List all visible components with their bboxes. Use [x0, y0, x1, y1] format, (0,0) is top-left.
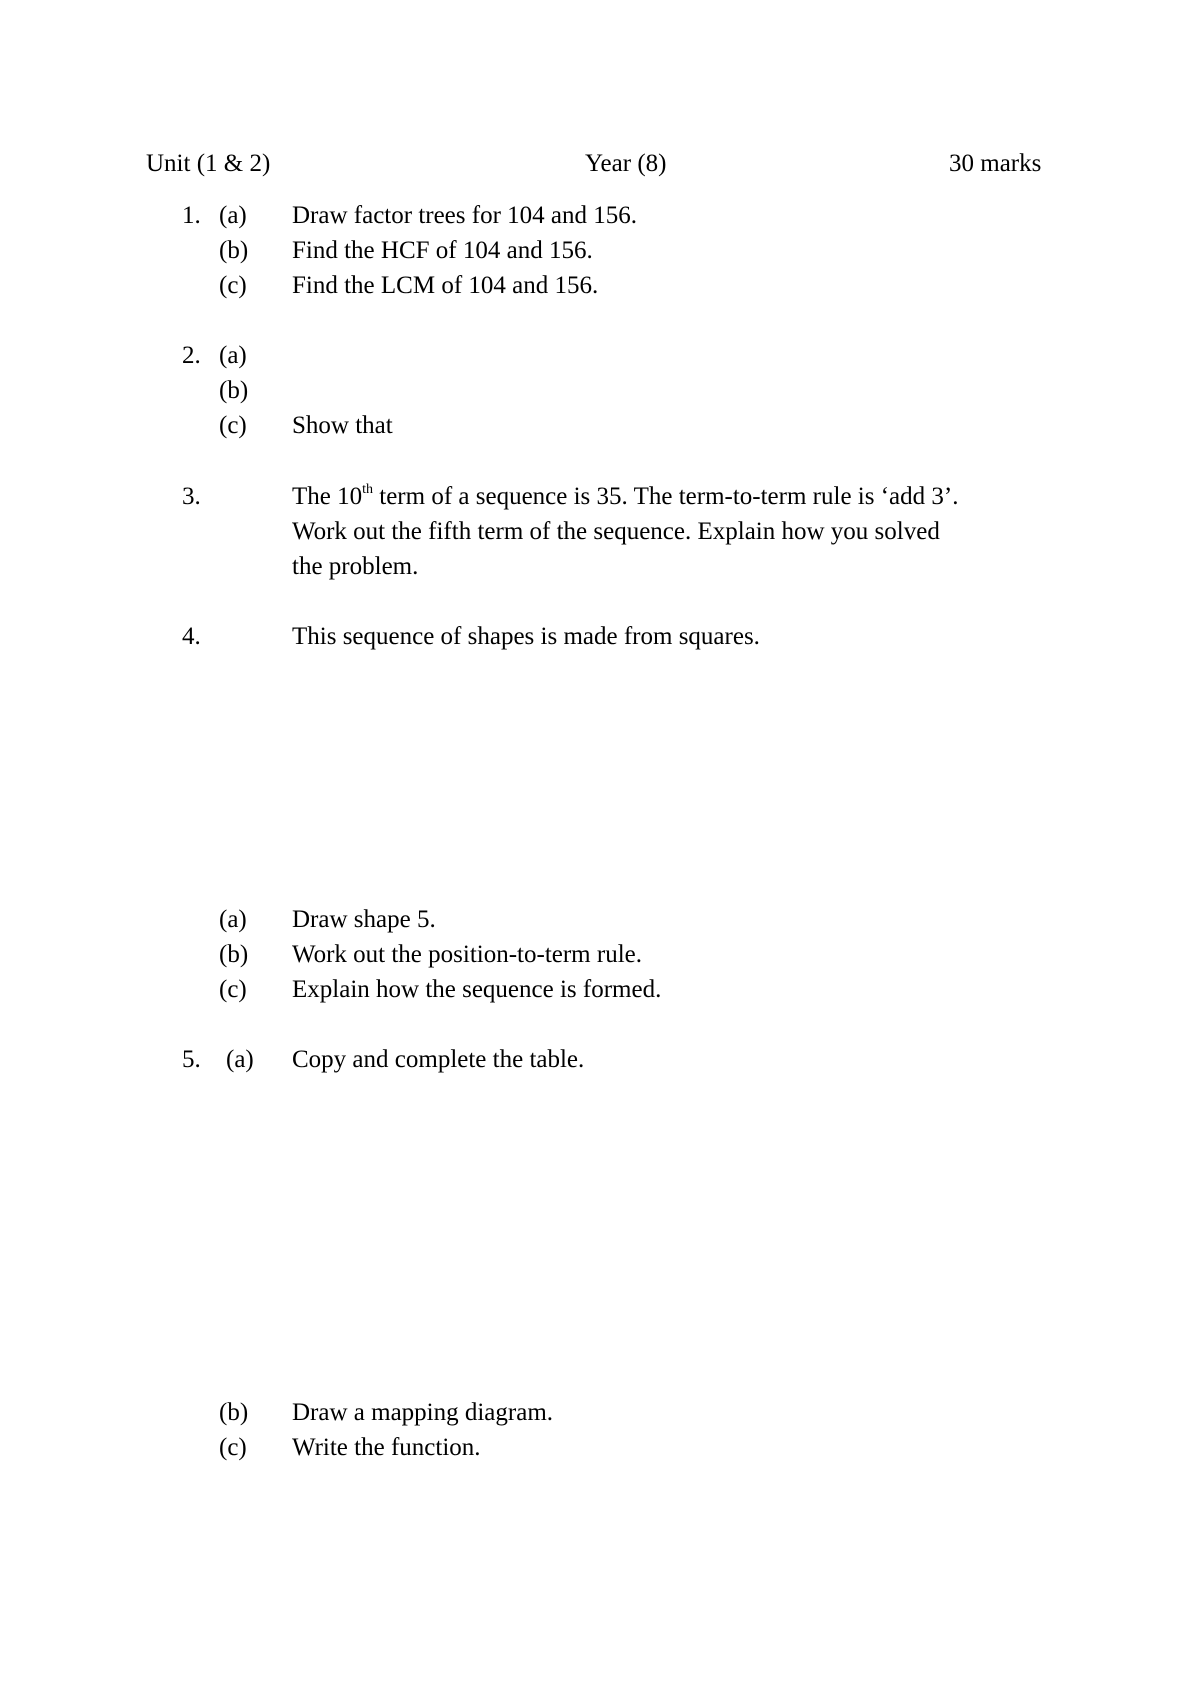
- question-1b-label: (b): [219, 237, 249, 264]
- question-3-line-1-before: The 10: [292, 483, 363, 510]
- question-2c-text: Show that: [292, 412, 393, 439]
- question-5c-text: Write the function.: [292, 1434, 481, 1461]
- question-1c-text: Find the LCM of 104 and 156.: [292, 272, 599, 299]
- question-3-line-2: Work out the fifth term of the sequence. Explain how you solved: [292, 518, 940, 545]
- question-4-text: This sequence of shapes is made from squares.: [292, 623, 760, 650]
- question-1c-label: (c): [219, 272, 247, 299]
- question-1a-text: Draw factor trees for 104 and 156.: [292, 202, 638, 229]
- question-4c-text: Explain how the sequence is formed.: [292, 976, 662, 1003]
- question-4a-label: (a): [219, 906, 247, 933]
- question-4-number: 4.: [182, 623, 201, 650]
- header-marks: 30 marks: [949, 150, 1042, 177]
- question-5b-label: (b): [219, 1399, 249, 1426]
- question-1a-label: (a): [219, 202, 247, 229]
- question-5-number: 5.: [182, 1046, 201, 1073]
- question-2a-label: (a): [219, 342, 247, 369]
- question-5a-label: (a): [226, 1046, 254, 1073]
- question-2c-label: (c): [219, 412, 247, 439]
- question-1b-text: Find the HCF of 104 and 156.: [292, 237, 593, 264]
- header-unit: Unit (1 & 2): [146, 150, 271, 177]
- question-3-number: 3.: [182, 483, 201, 510]
- question-2b-label: (b): [219, 377, 249, 404]
- question-4a-text: Draw shape 5.: [292, 906, 436, 933]
- question-5c-label: (c): [219, 1434, 247, 1461]
- question-4b-label: (b): [219, 941, 249, 968]
- question-4b-text: Work out the position-to-term rule.: [292, 941, 642, 968]
- header-year: Year (8): [585, 150, 667, 177]
- question-5a-text: Copy and complete the table.: [292, 1046, 585, 1073]
- question-4c-label: (c): [219, 976, 247, 1003]
- question-3-line-3: the problem.: [292, 553, 419, 580]
- question-3-line-1: [292, 484, 958, 509]
- question-1-number: 1.: [182, 202, 201, 229]
- question-3-line-1-after: term of a sequence is 35. The term-to-term rule is ‘add 3’.: [373, 483, 959, 510]
- ordinal-superscript: th: [362, 482, 374, 497]
- question-5b-text: Draw a mapping diagram.: [292, 1399, 554, 1426]
- question-2-number: 2.: [182, 342, 201, 369]
